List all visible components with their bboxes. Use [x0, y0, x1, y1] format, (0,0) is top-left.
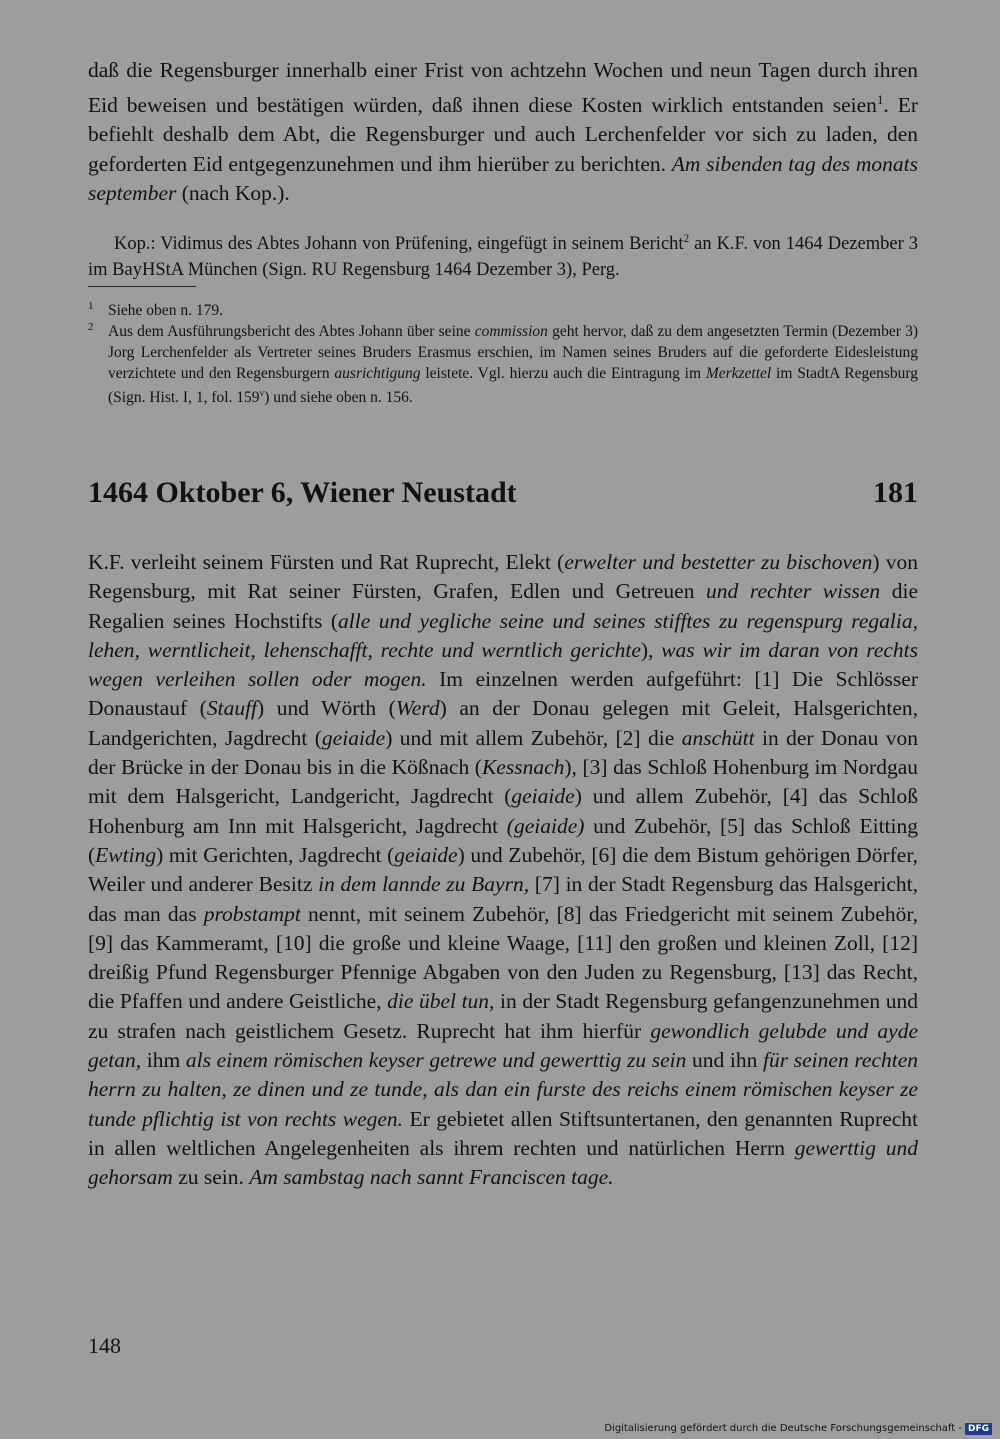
heading-title: 1464 Oktober 6, Wiener Neustadt: [88, 476, 517, 509]
italic-run: Am sambstag nach sannt Franciscen tage.: [249, 1165, 614, 1190]
italic-run: Ewting: [95, 842, 157, 867]
text-run: ) und siehe oben n. 156.: [264, 389, 413, 407]
text-run: ) und mit allem Zubehör, [2] die: [385, 725, 682, 750]
text-run: ), [3] das Schloß Hohenburg im Nordgau mit dem Halsgericht, Landgericht, Jagdrecht (: [88, 755, 918, 809]
italic-run: die übel tun,: [387, 989, 495, 1014]
footnote-mark: 1: [88, 300, 94, 312]
italic-run: Stauff: [206, 696, 258, 721]
text-run: in der Donau von der Brücke in der Donau bis in die Kößnach (: [88, 725, 918, 780]
document-heading: [88, 476, 918, 520]
text-run: [7] in der Stadt Regensburg das Halsgericht, das man das: [88, 872, 919, 926]
page-number: 148: [88, 1333, 121, 1358]
text-run: zu sein.: [172, 1165, 250, 1190]
text-run: Er gebietet allen Stiftsuntertanen, den genannten Ruprecht in allen weltlichen Angelegenheiten als ihrem rechten und natürlichen Herrn: [88, 1106, 919, 1160]
italic-run: als einem römischen keyser getrewe und gewerttig zu sein: [185, 1048, 687, 1073]
document-number: 181: [873, 476, 918, 509]
text-run: und ihn: [686, 1048, 764, 1073]
italic-run: probstampt: [203, 901, 301, 926]
footnote-2: [88, 321, 918, 408]
credit-text: Digitalisierung gefördert durch die Deutsche Forschungsgemeinschaft -: [604, 1423, 962, 1434]
footnote-ref: 2: [683, 233, 690, 245]
italic-run: was wir im daran von rechts wegen verleihen sollen oder mogen.: [88, 637, 918, 692]
text-run: ) und Wörth (: [257, 696, 396, 721]
italic-run: gewerttig und gehorsam: [88, 1135, 918, 1190]
footnote-divider: [88, 286, 196, 287]
italic-run: Am sibenden tag des monats september: [88, 151, 918, 206]
copy-note: [88, 226, 918, 283]
italic-run: für seinen rechten herrn zu halten, ze dinen und ze tunde, als dan ein furste des reichs einem römischen keyser ze tunde pflichtig ist von rechts wegen.: [88, 1048, 919, 1131]
text-run: in der Stadt Regensburg gefangenzunehmen und zu strafen nach geistlichem Gesetz. Ruprecht hat ihm hierfür: [88, 989, 918, 1043]
italic-run: geiaide: [511, 784, 575, 809]
text-run: ) an der Donau gelegen mit Geleit, Halsgerichten, Landgerichten, Jagdrecht (: [88, 696, 918, 750]
text-run: ) und Zubehör, [6] die dem Bistum gehörigen Dörfer, Weiler und anderer Besitz: [88, 842, 918, 897]
text-run: Im einzelnen werden aufgeführt: [1] Die Schlösser Donaustauf (: [88, 667, 918, 721]
italic-run: anschütt: [681, 725, 755, 750]
superscript: v: [259, 389, 265, 399]
text-run: ),: [640, 637, 662, 662]
italic-run: in dem lannde zu Bayrn,: [318, 872, 530, 897]
text-run: an K.F. von 1464 Dezember 3 im BayHStA München (Sign. RU Regensburg 1464 Dezember 3), Perg.: [88, 234, 918, 281]
italic-run: commission: [474, 323, 548, 340]
text-run: Kop.: Vidimus des Abtes Johann von Prüfening, eingefügt in seinem Bericht: [114, 234, 684, 255]
italic-run: ausrichtigung: [334, 365, 421, 382]
regest-paragraph: [88, 548, 918, 1193]
italic-run: Werd: [395, 696, 440, 721]
italic-run: geiaide: [321, 725, 386, 750]
text-run: leistete. Vgl. hierzu auch die Eintragung im: [420, 365, 706, 382]
text-run: ihm: [141, 1048, 186, 1073]
footnote-mark: 2: [88, 321, 94, 333]
footnote-1: [88, 300, 918, 321]
italic-run: Merkzettel: [705, 365, 772, 382]
text-run: geht hervor, daß zu dem angesetzten Termin (Dezember 3) Jorg Lerchenfelder als Vertreter seines Bruders Erasmus erschien, im Namen seines Bruders auf die geforderte Eidesleistung verzichtete und den Regensburgern: [108, 323, 918, 382]
footnotes: [88, 300, 918, 408]
footnote-text: Siehe oben n. 179.: [108, 302, 223, 319]
italic-run: alle und yegliche seine und seines stifftes zu regenspurg regalia, lehen, werntlicheit, lehenschafft, rechte und werntlich gerichte: [88, 608, 918, 662]
italic-run: gewondlich gelubde und ayde getan,: [88, 1018, 918, 1073]
text-run: Aus dem Ausführungsbericht des Abtes Johann über seine: [108, 323, 475, 340]
dfg-logo: DFG: [965, 1423, 992, 1435]
digitization-credit: [604, 1422, 992, 1436]
text-run: (nach Kop.).: [176, 181, 290, 206]
italic-run: erwelter und bestetter zu bischoven: [564, 550, 873, 574]
italic-run: Kessnach: [481, 755, 565, 780]
text-run: und Zubehör, [5] das Schloß Eitting (: [88, 813, 918, 867]
text-run: ) und allem Zubehör, [4] das Schloß Hohenburg am Inn mit Halsgericht, Jagdrecht: [88, 784, 918, 838]
text-run: nennt, mit seinem Zubehör, [8] das Friedgericht mit seinem Zubehör, [9] das Kammeramt, [10] die große und kleine Waage, [11] den großen und kleinen Zoll, [12] dreißig Pfund Regensburger Pfennige Abgaben von den Juden zu Regensburg, [13] das Recht, die Pfaffen und andere Geistliche,: [88, 901, 918, 1014]
text-run: ) von Regensburg, mit Rat seiner Fürsten, Grafen, Edlen und Getreuen: [88, 550, 918, 604]
text-run: im StadtA Regensburg (Sign. Hist. I, 1, fol. 159: [108, 365, 918, 407]
italic-run: und rechter wissen: [706, 579, 881, 604]
text-run: . Er befiehlt deshalb dem Abt, die Regensburger und auch Lerchenfelder vor sich zu laden, den geforderten Eid entgegenzunehmen und ihm hierüber zu berichten.: [88, 92, 918, 176]
text-run: daß die Regensburger innerhalb einer Frist von achtzehn Wochen und neun Tagen durch ihren Eid beweisen und bestätigen würden, daß ihnen diese Kosten wirklich entstanden seien: [88, 58, 918, 117]
footnote-ref: 1: [876, 92, 884, 107]
text-run: K.F. verleiht seinem Fürsten und Rat Ruprecht, Elekt (: [88, 550, 565, 574]
text-run: die Regalien seines Hochstifts (: [88, 579, 918, 633]
text-run: ) mit Gerichten, Jagdrecht (: [156, 842, 395, 867]
continuation-paragraph: [88, 56, 918, 209]
italic-run: (geiaide): [506, 813, 585, 838]
italic-run: geiaide: [394, 842, 458, 867]
